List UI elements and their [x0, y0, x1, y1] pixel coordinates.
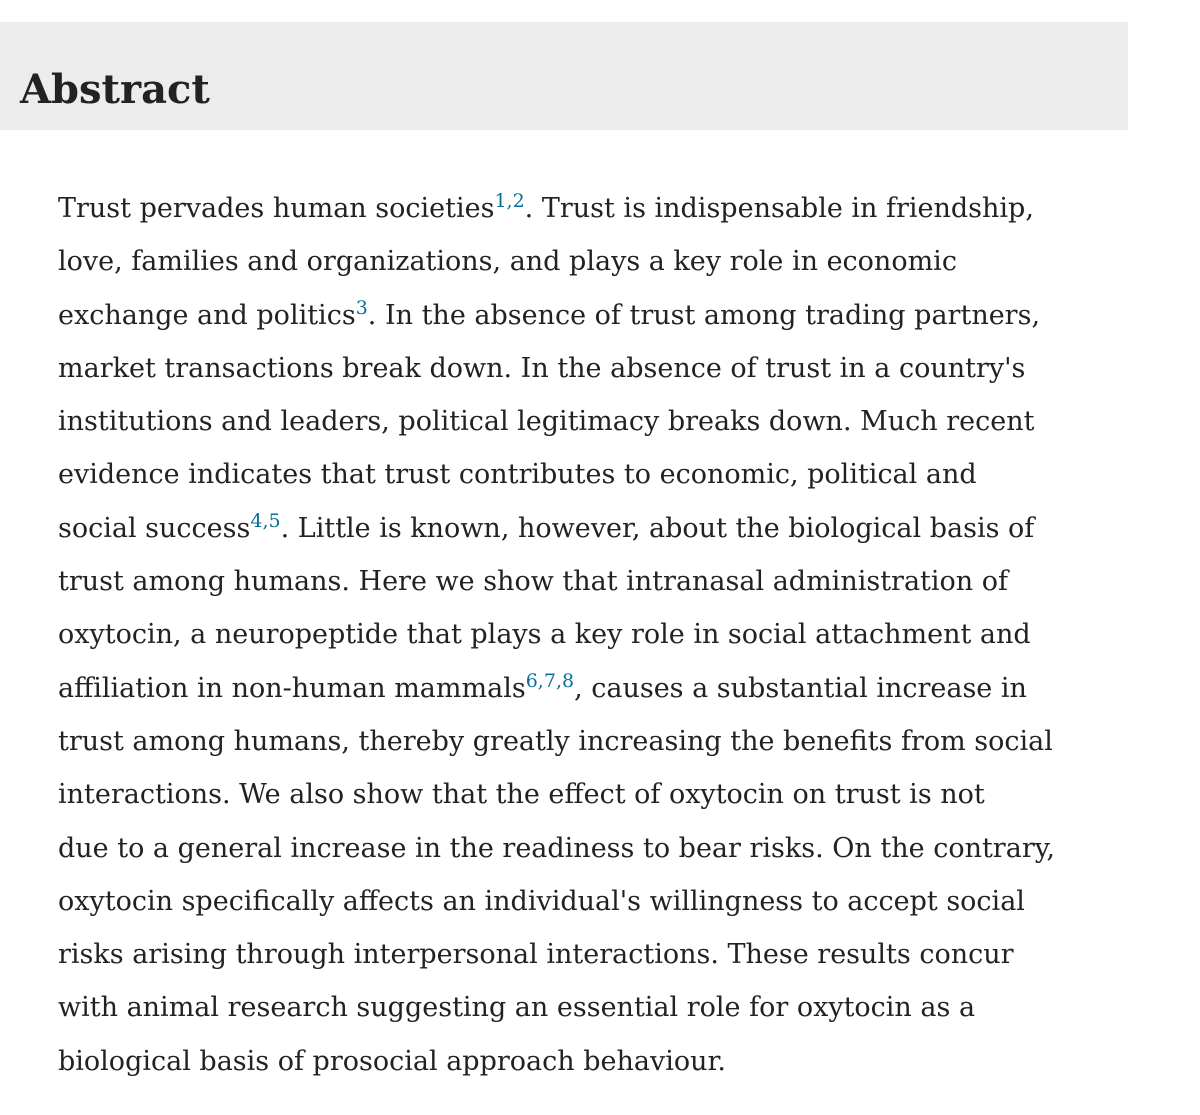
abstract-line — [58, 768, 1055, 821]
abstract-line — [58, 1035, 1055, 1088]
citation-separator: , — [537, 669, 544, 692]
abstract-text: social success — [58, 512, 251, 544]
citation-separator: , — [555, 669, 562, 692]
abstract-text: interactions. We also show that the effect of oxytocin on trust is not — [58, 779, 985, 811]
abstract-text: exchange and politics — [58, 299, 356, 331]
abstract-line — [58, 608, 1055, 661]
abstract-line — [58, 289, 1055, 342]
citation-separator: , — [262, 509, 269, 532]
abstract-text: trust among humans, thereby greatly increasing the benefits from social — [58, 725, 1053, 757]
abstract-title: Abstract — [20, 66, 210, 113]
abstract-line — [58, 875, 1055, 928]
abstract-text: due to a general increase in the readiness to bear risks. On the contrary, — [58, 832, 1055, 864]
abstract-text: trust among humans. Here we show that intranasal administration of — [58, 566, 1009, 598]
abstract-line — [58, 555, 1055, 608]
abstract-text: institutions and leaders, political legitimacy breaks down. Much recent — [58, 406, 1035, 438]
citation-group — [526, 670, 574, 692]
abstract-line — [58, 182, 1055, 235]
abstract-text: market transactions break down. In the absence of trust in a country's — [58, 352, 1026, 384]
citation-link-4[interactable]: 4 — [250, 509, 263, 532]
abstract-line — [58, 395, 1055, 448]
abstract-text: affiliation in non-human mammals — [58, 672, 526, 704]
abstract-text: risks arising through interpersonal interactions. These results concur — [58, 939, 1014, 971]
abstract-text: evidence indicates that trust contributes to economic, political and — [58, 459, 977, 491]
abstract-header — [0, 22, 1128, 130]
abstract-text: . Little is known, however, about the biological basis of — [280, 512, 1035, 544]
abstract-line — [58, 448, 1055, 501]
abstract-text: love, families and organizations, and plays a key role in economic — [58, 246, 957, 278]
citation-link-3[interactable]: 3 — [355, 296, 368, 319]
citation-link-8[interactable]: 8 — [561, 669, 575, 692]
abstract-line — [58, 502, 1055, 555]
abstract-text: Trust pervades human societies — [58, 193, 495, 224]
abstract-text: . In the absence of trust among trading partners, — [367, 299, 1041, 331]
citation-link-6[interactable]: 6 — [525, 669, 538, 692]
abstract-text: oxytocin specifically affects an individual's willingness to accept social — [58, 885, 1025, 917]
abstract-line — [58, 928, 1055, 981]
abstract-text: with animal research suggesting an essential role for oxytocin as a — [58, 992, 976, 1024]
abstract-text: biological basis of prosocial approach behaviour. — [58, 1045, 727, 1077]
citation-group — [250, 510, 280, 532]
abstract-line — [58, 235, 1055, 288]
abstract-text: oxytocin, a neuropeptide that plays a key role in social attachment and — [58, 619, 1031, 651]
citation-separator: , — [506, 190, 513, 212]
citation-link-2[interactable]: 2 — [512, 190, 525, 212]
abstract-line — [58, 662, 1055, 715]
abstract-line — [58, 342, 1055, 395]
citation-group — [494, 190, 524, 212]
citation-link-5[interactable]: 5 — [268, 509, 281, 532]
citation-group — [356, 297, 368, 319]
citation-link-1[interactable]: 1 — [494, 190, 507, 212]
abstract-text: . Trust is indispensable in friendship, — [524, 193, 1034, 224]
abstract-text: , causes a substantial increase in — [574, 672, 1027, 704]
abstract-line — [58, 822, 1055, 875]
abstract-body — [58, 182, 1055, 1088]
abstract-line — [58, 715, 1055, 768]
citation-link-7[interactable]: 7 — [543, 669, 556, 692]
abstract-line — [58, 981, 1055, 1034]
